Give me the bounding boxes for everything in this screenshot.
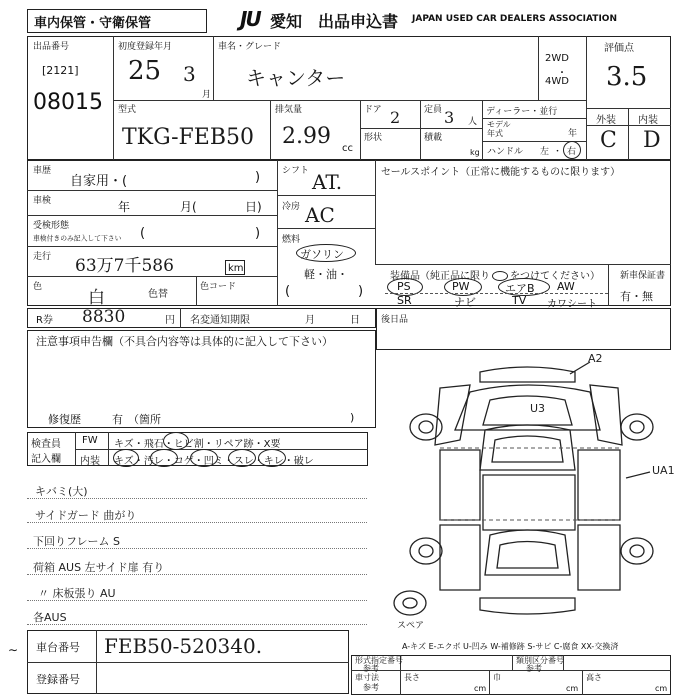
repair-label: 修復歴 [48, 413, 81, 426]
color-code-label: 色コード [200, 282, 237, 292]
shift-value: AT. [312, 170, 343, 194]
warranty-label: 新車保証書 [620, 271, 666, 281]
chassis-label: 車台番号 [36, 641, 80, 654]
notice-month: 月 [305, 315, 315, 326]
handwritten-note-5: 〃 床板張り AU [38, 587, 116, 600]
car-name-label: 車名・グレード [218, 42, 282, 52]
drive-dot: ・ [557, 68, 567, 79]
region-label: 愛知 [270, 12, 303, 31]
warranty-options: 有・無 [620, 290, 653, 303]
repair-place: （箇所 [128, 413, 161, 426]
repair-close: ) [350, 411, 355, 424]
inspector-label: 検査員 [31, 439, 61, 450]
equipment-navi: ナビ [454, 296, 476, 309]
history-close: ) [255, 170, 261, 185]
fw-items: キズ・飛石・ヒビ割・リペア跡・X要 [114, 439, 281, 450]
inspection-month: 月( [180, 200, 197, 214]
chassis-number: FEB50-520340. [104, 634, 263, 658]
length-label: 長さ [404, 673, 420, 682]
registration-year: 25 [128, 56, 162, 86]
reception-close: ) [255, 226, 261, 241]
width-label: 巾 [493, 673, 501, 682]
size-label: 車寸法 [355, 673, 379, 682]
interior-label: 内装 [638, 115, 658, 126]
damage-mark-ua1: UA1 [652, 464, 675, 477]
form-notice-reference: 参考 [363, 664, 379, 673]
color-value: 白 [88, 288, 105, 308]
load-label: 積載 [424, 133, 443, 143]
handle-sep: ・ [553, 147, 563, 157]
capacity-value: 3 [444, 108, 455, 127]
record-label: 記入欄 [31, 454, 61, 465]
inspection-label: 車検 [33, 196, 52, 206]
ju-logo-icon: JU [240, 7, 260, 31]
handwritten-note-3: 下回りフレーム S [33, 535, 121, 548]
km-unit: km [228, 263, 244, 274]
association-name: JAPAN USED CAR DEALERS ASSOCIATION [412, 14, 617, 24]
mileage-value: 63万7千586 [75, 256, 174, 276]
interior-grade: D [643, 128, 661, 153]
ac-value: AC [305, 203, 335, 227]
dealer-label: ディーラー・並行 [486, 107, 558, 117]
reception-label: 受検形態 [33, 221, 70, 231]
margin-mark: ∼ [8, 643, 19, 657]
equipment-airbag: エアB [505, 282, 535, 295]
notice-label: 名変通知期限 [190, 315, 250, 326]
exterior-grade: C [600, 128, 617, 153]
model-year-label: モデル年式 [487, 120, 511, 138]
notice-day: 日 [350, 315, 360, 326]
cc-unit: cc [342, 143, 353, 154]
inner-items: キズ・汚レ・コゲ・凹ミ・スレ・キレ・破レ [114, 456, 314, 467]
equipment-label: 装備品（純正品に限り をつけてください） [390, 271, 600, 282]
recycle-label: R券 [36, 315, 53, 326]
equipment-ps: PS [397, 280, 411, 293]
ac-label: 冷房 [282, 202, 301, 212]
equipment-seat: カワシート [547, 299, 597, 310]
score-label: 評価点 [604, 43, 634, 54]
drive-4wd: 4WD [545, 76, 569, 87]
score-value: 3.5 [606, 62, 648, 92]
recycle-value: 8830 [82, 307, 126, 327]
fw-label: FW [82, 435, 98, 446]
equipment-tv: TV [512, 294, 527, 307]
category-reference: 参考 [526, 664, 542, 673]
handle-label: ハンドル [487, 147, 524, 157]
model-label: 型式 [118, 105, 137, 115]
doors-value: 2 [390, 108, 401, 127]
form-title: 出品申込書 [318, 12, 399, 31]
year-unit: 年 [568, 129, 578, 139]
damage-mark-a2: A2 [588, 352, 603, 365]
fuel-open: ( [285, 284, 291, 299]
registration-month: 3 [183, 62, 196, 86]
lot-number: 08015 [33, 90, 103, 115]
first-registration-label: 初度登録年月 [118, 42, 173, 52]
repair-value: 有 [112, 413, 123, 426]
handwritten-note-4: 荷箱 AUS 左サイド扉 有り [33, 561, 165, 574]
displacement-label: 排気量 [275, 105, 303, 115]
lot-number-label: 出品番号 [33, 42, 70, 52]
length-cm: cm [474, 684, 487, 693]
recycle-yen: 円 [165, 315, 175, 326]
fuel-options: 軽・油・ [304, 268, 348, 281]
car-name: キャンター [246, 66, 346, 90]
notes-title: 注意事項申告欄（不具合内容等は具体的に記入して下さい） [36, 335, 333, 348]
drive-2wd: 2WD [545, 53, 569, 64]
width-cm: cm [566, 684, 579, 693]
shape-label: 形状 [364, 133, 383, 143]
storage-label: 車内保管・守衛保管 [34, 16, 152, 31]
shift-label: シフト [282, 166, 310, 176]
handwritten-note-6: 各AUS [33, 611, 67, 624]
reception-open: ( [140, 226, 146, 241]
fuel-label: 燃料 [282, 235, 301, 245]
inspection-year: 年 [118, 200, 131, 214]
displacement-value: 2.99 [282, 124, 331, 149]
doors-label: ドア [364, 105, 382, 115]
spare-label: スペア [397, 621, 425, 631]
handwritten-note-2: サイドガード 曲がり [35, 509, 137, 522]
equipment-pw: PW [452, 280, 470, 293]
lot-bracket: [2121] [42, 64, 79, 77]
handwritten-note-1: キバミ(大) [35, 485, 88, 498]
recolor-label: 色替 [148, 289, 168, 300]
rear-items-label: 後日品 [381, 315, 409, 325]
color-label: 色 [33, 282, 43, 292]
sales-point-label: セールスポイント（正常に機能するものに限ります） [381, 167, 621, 178]
inner-label: 内装 [80, 456, 100, 467]
inspection-day: 日) [245, 200, 262, 214]
reception-note: 車検付きのみ記入して下さい [33, 234, 122, 243]
kg-unit: kg [470, 148, 480, 157]
person-unit: 人 [468, 117, 478, 127]
height-label: 高さ [586, 673, 602, 682]
registration-label: 登録番号 [36, 673, 80, 686]
category-label: 類別区分番号 [516, 656, 564, 665]
fuel-value: ガソリン [300, 248, 344, 261]
equipment-sr: SR [397, 294, 412, 307]
equipment-aw: AW [557, 280, 575, 293]
damage-mark-u3: U3 [530, 402, 546, 415]
size-reference: 参考 [363, 683, 379, 692]
fuel-close: ) [358, 284, 364, 299]
handle-left: 左 [540, 147, 550, 157]
history-label: 車歴 [33, 166, 52, 176]
mileage-label: 走行 [33, 252, 52, 262]
capacity-label: 定員 [424, 105, 443, 115]
exterior-label: 外装 [596, 115, 616, 126]
month-unit: 月 [202, 90, 212, 100]
height-cm: cm [655, 684, 668, 693]
form-notice-label: 形式指定番号 [355, 656, 403, 665]
damage-legend: A-キズ E-エクボ U-凹み W-補修跡 S-サビ C-腐食 XX-交換済 [402, 642, 619, 651]
history-value: 自家用・( [70, 174, 128, 189]
model-code: TKG-FEB50 [122, 125, 255, 150]
handle-right: 右 [567, 147, 577, 157]
